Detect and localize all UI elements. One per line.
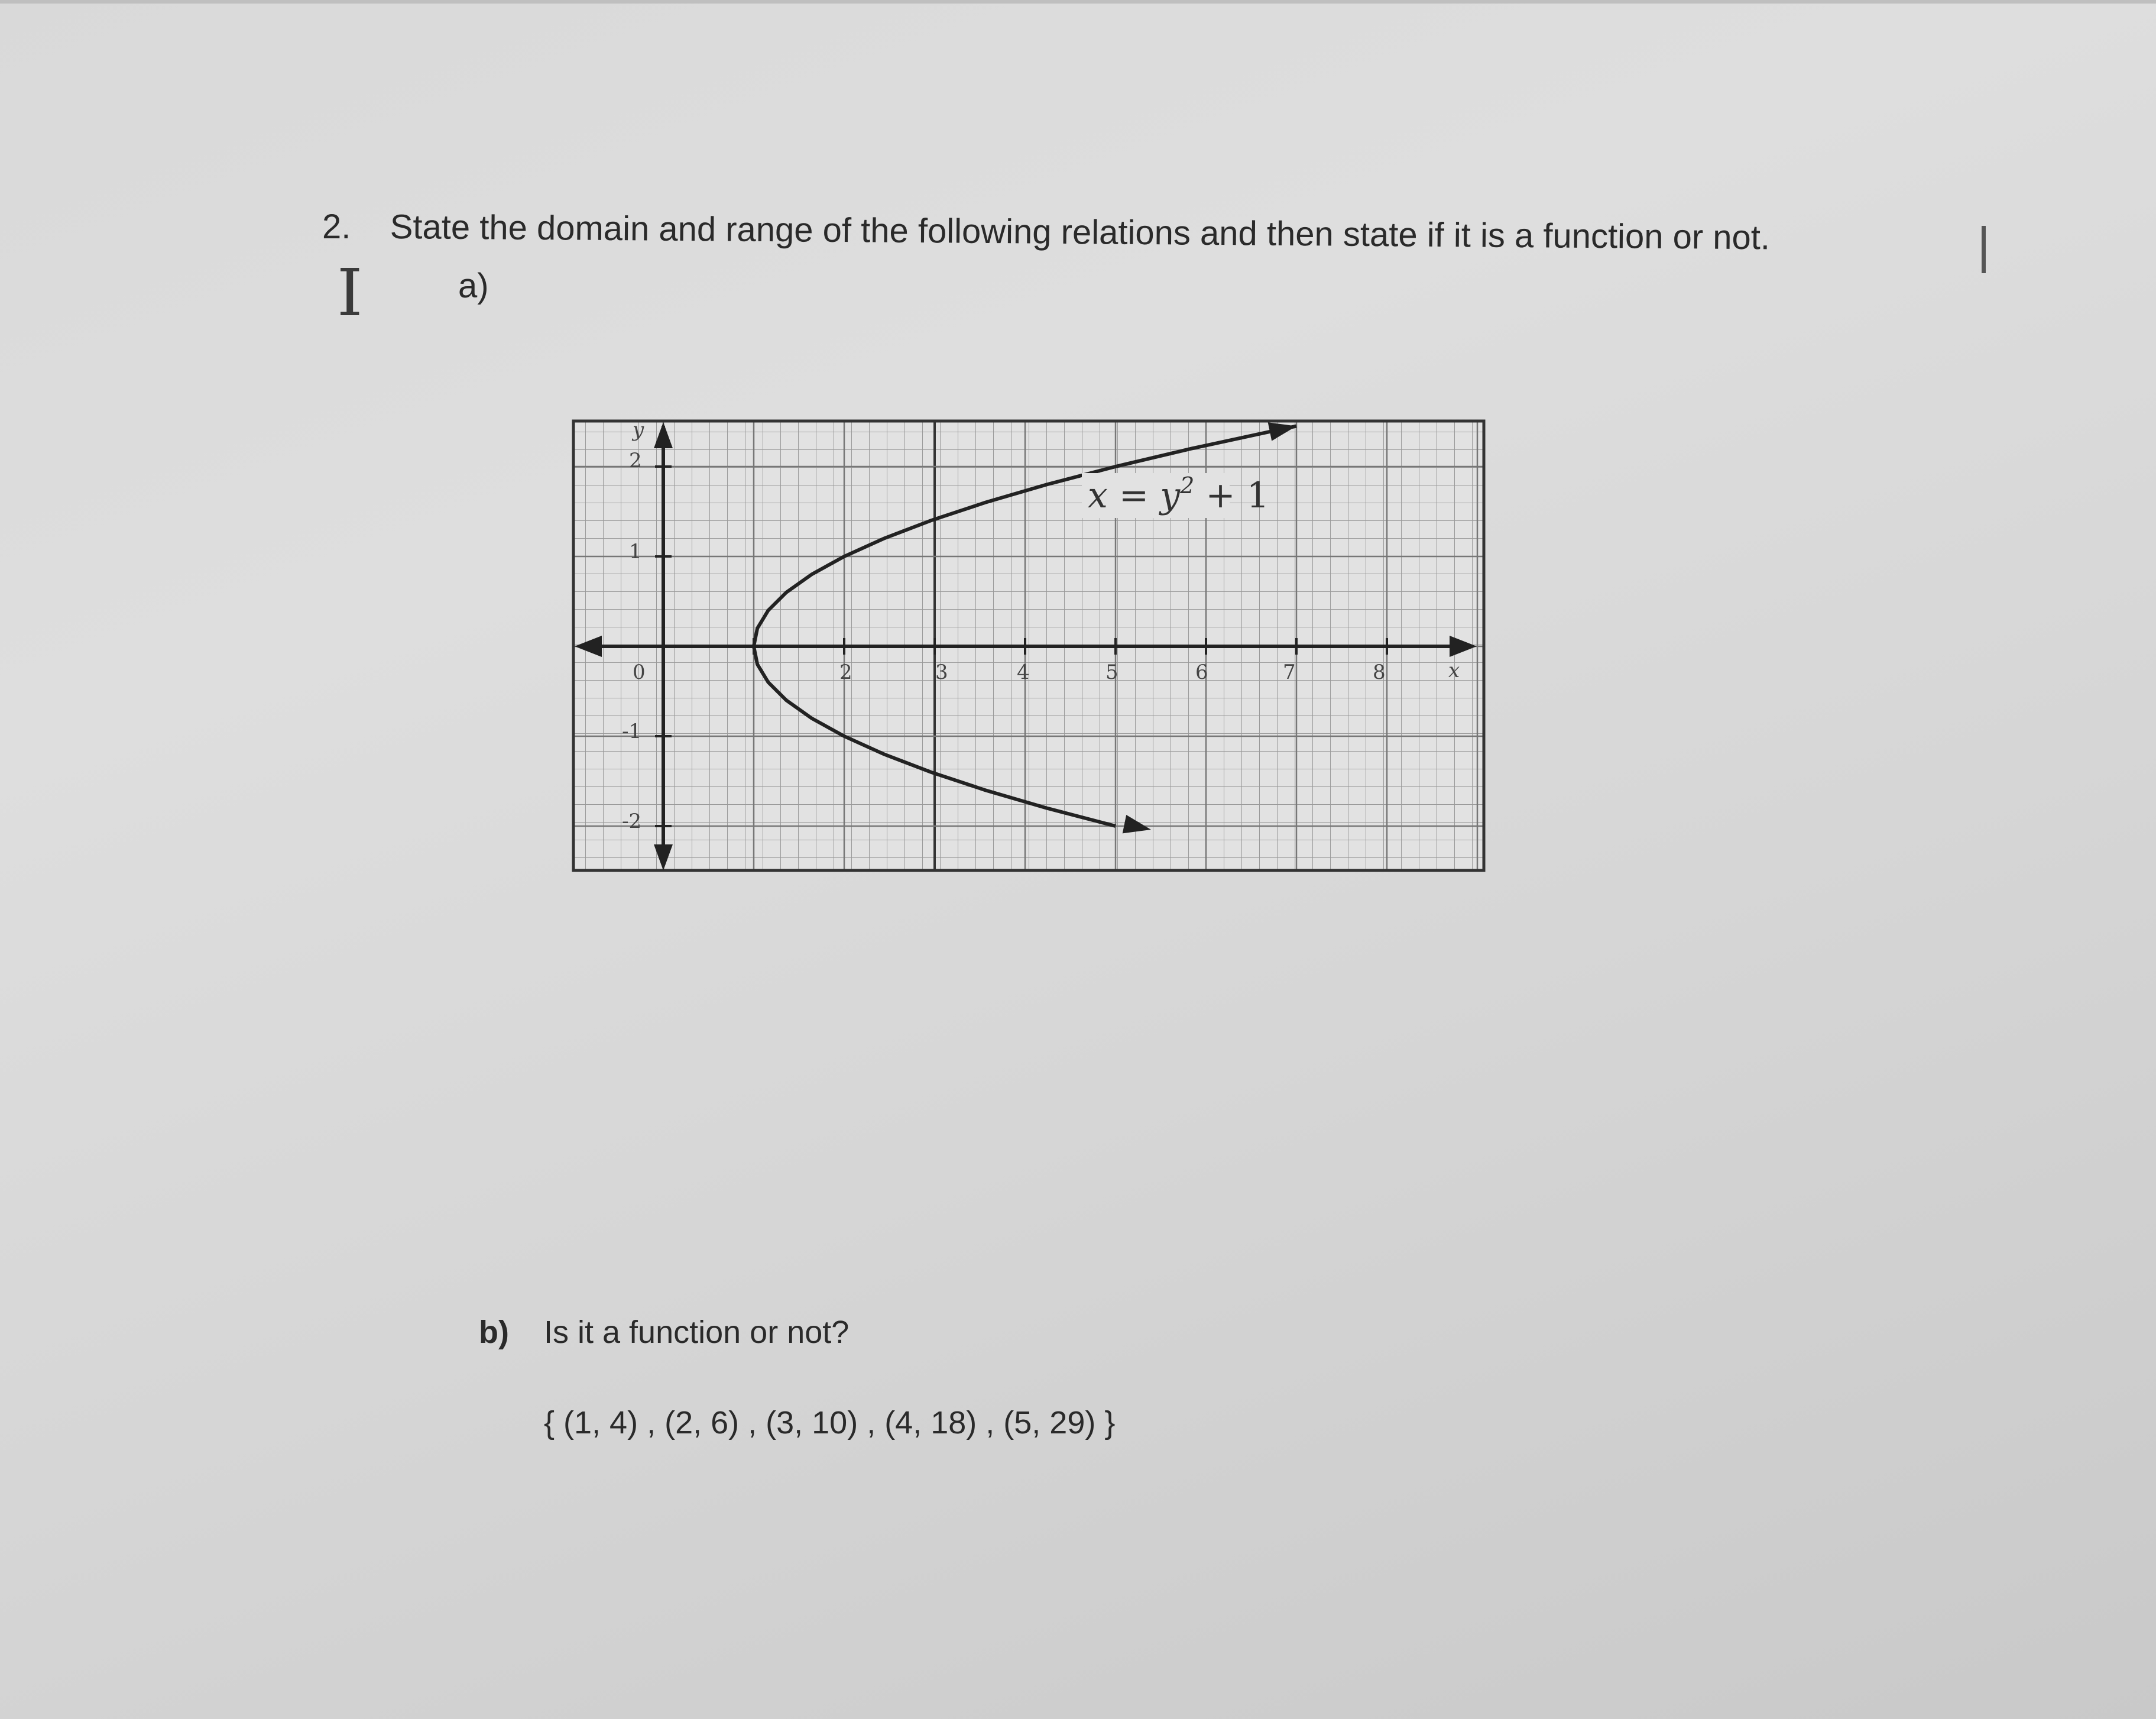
y-tick-neg2: -2	[622, 810, 642, 833]
x-tick-5: 5	[1105, 661, 1118, 684]
text-cursor-icon: I	[337, 255, 363, 331]
y-tick-2: 2	[629, 449, 642, 472]
part-b-question: Is it a function or not?	[544, 1315, 850, 1350]
x-tick-8: 8	[1373, 661, 1386, 684]
top-edge	[0, 0, 2156, 4]
x-tick-6: 6	[1195, 661, 1208, 684]
parabola-graph	[568, 414, 1490, 887]
y-tick-neg1: -1	[622, 720, 642, 743]
y-tick-1: 1	[629, 540, 642, 564]
equation-label: $x = y^2 + 1$	[1088, 472, 1269, 516]
x-tick-7: 7	[1283, 661, 1296, 684]
part-a-label: a)	[458, 267, 489, 305]
axis-y-label: y	[633, 418, 644, 442]
question-text: State the domain and range of the following relations and then state if it is a function or not.	[390, 207, 1771, 257]
y-tick-0: 0	[633, 661, 646, 684]
text-caret[interactable]	[1982, 226, 1986, 273]
x-tick-4: 4	[1017, 661, 1030, 684]
axis-x-label: x	[1448, 659, 1460, 682]
ordered-pairs-set: { (1, 4) , (2, 6) , (3, 10) , (4, 18) , (5, 29) }	[544, 1405, 1116, 1440]
part-b-label: b)	[479, 1315, 509, 1350]
question-number: 2.	[322, 208, 351, 246]
x-tick-3: 3	[935, 661, 948, 684]
x-tick-2: 2	[839, 661, 852, 684]
